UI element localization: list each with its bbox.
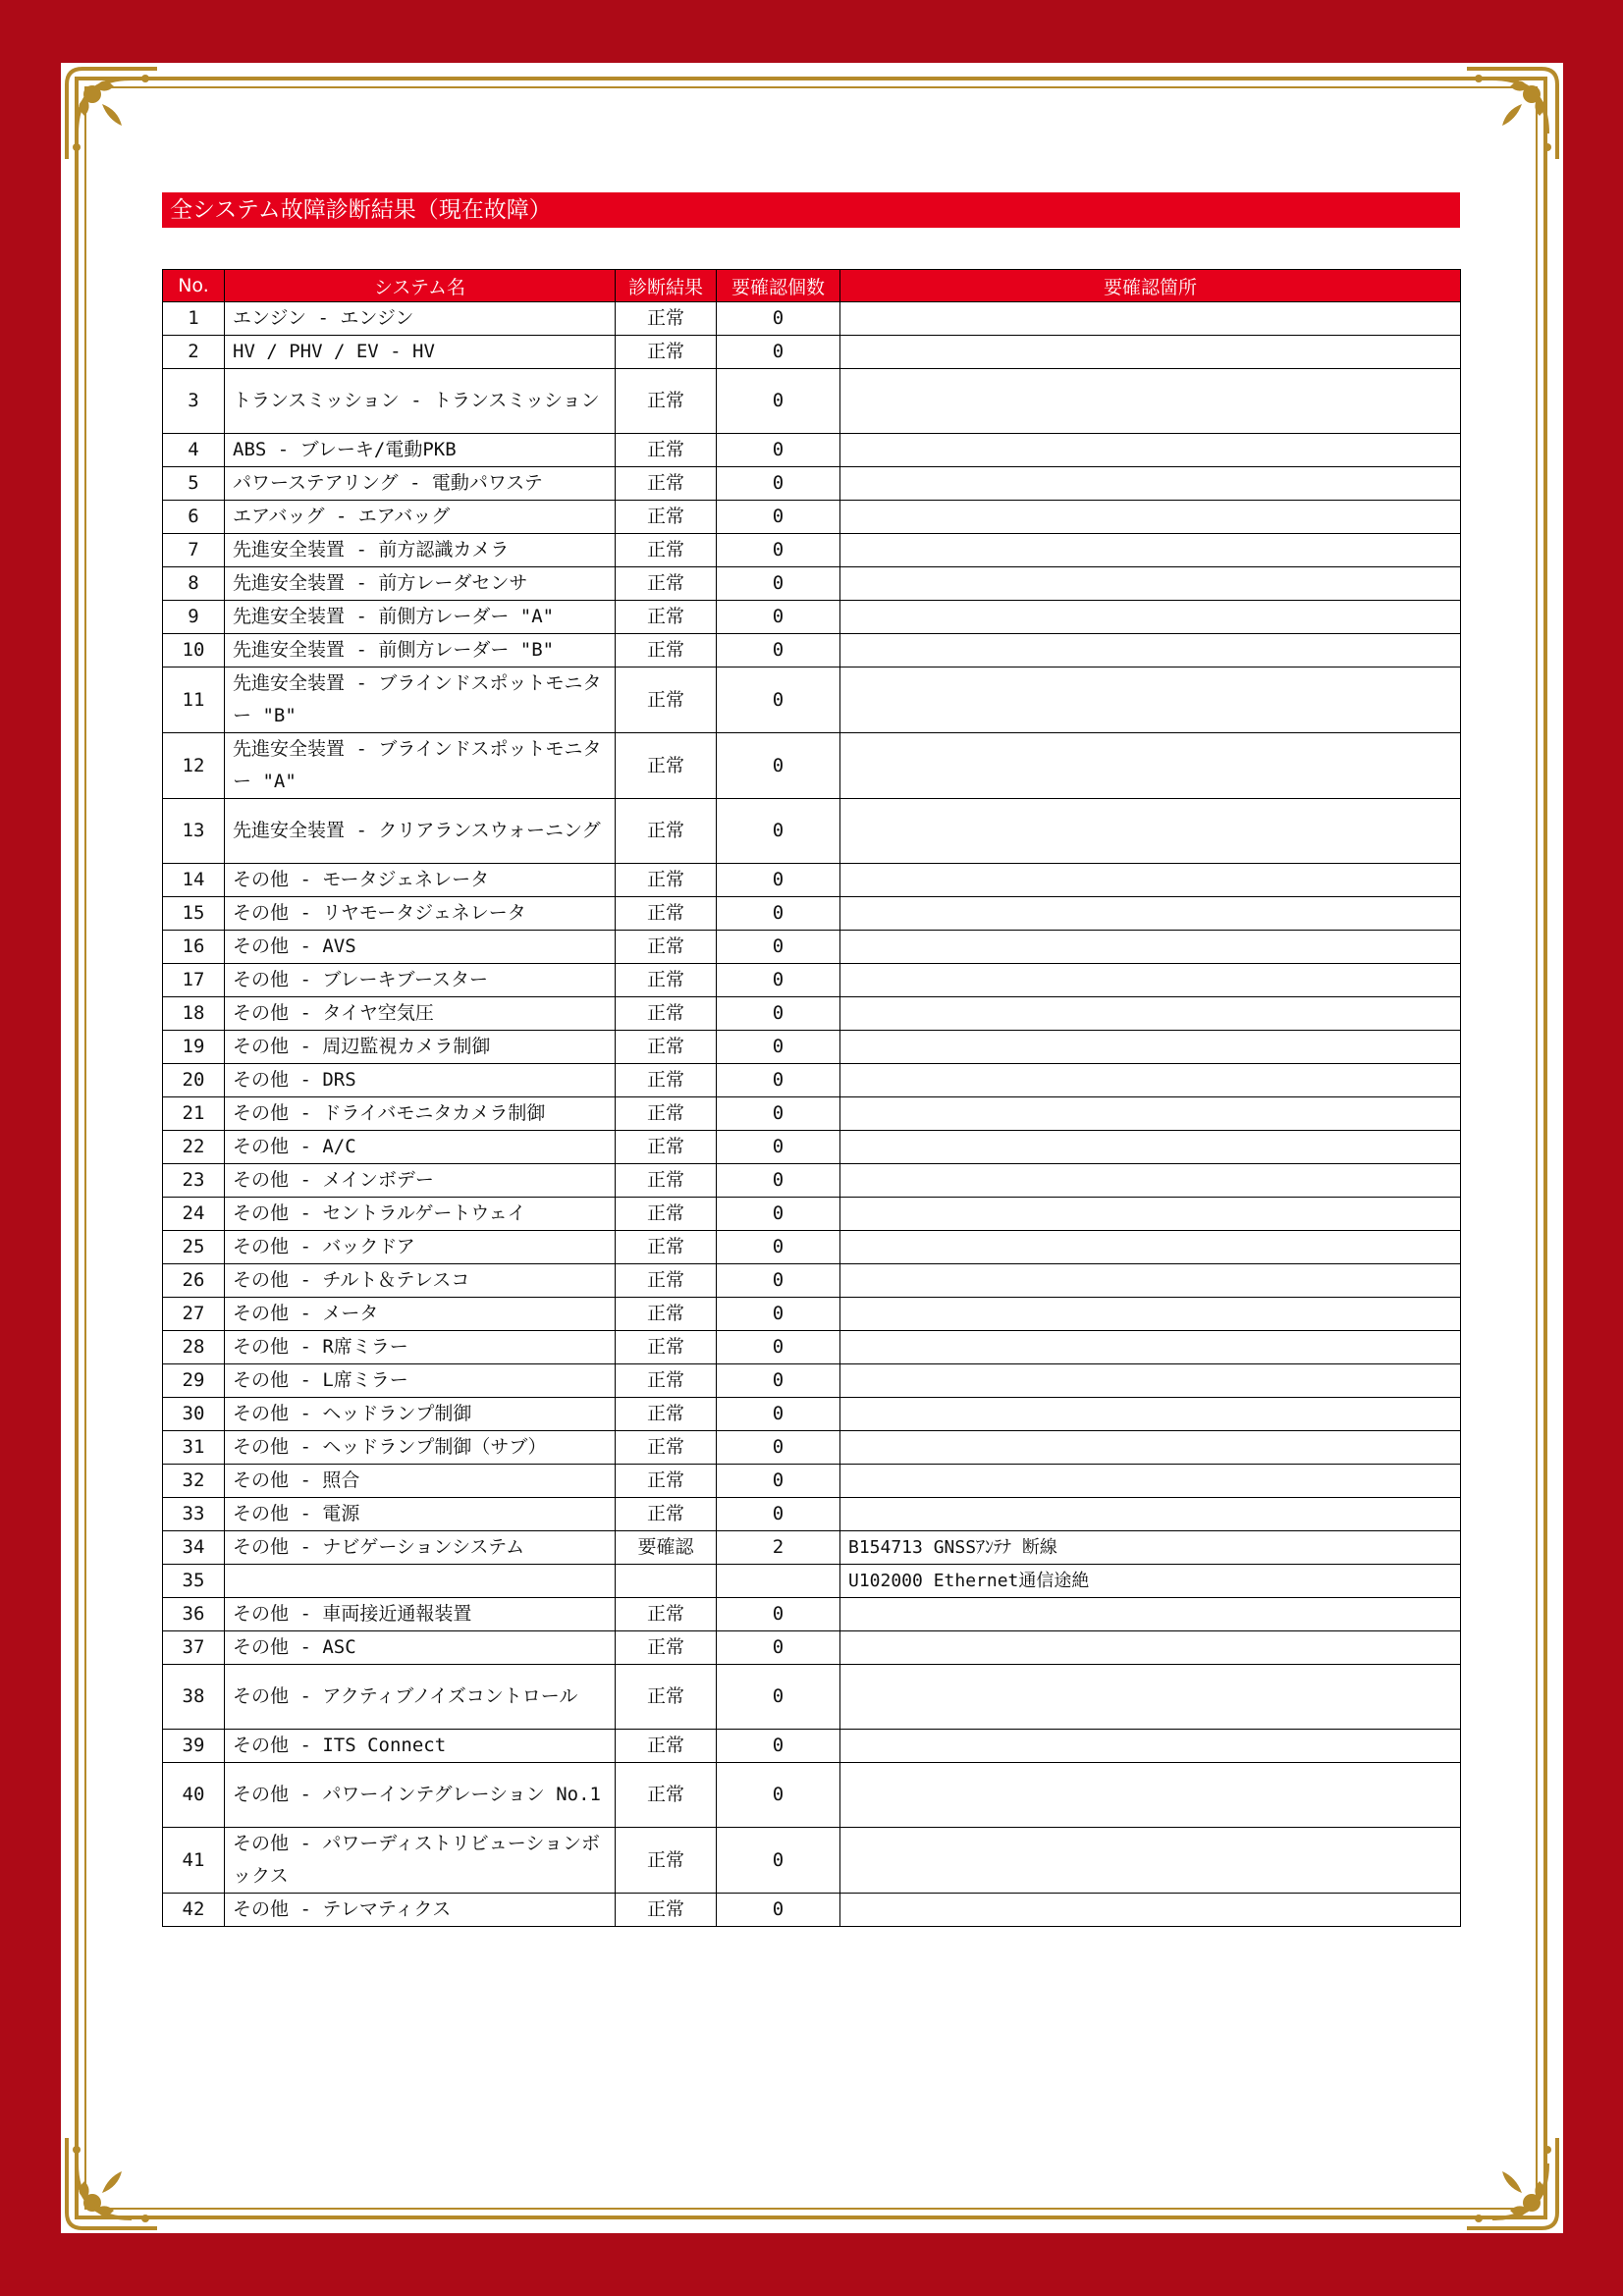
system-name-cell: 先進安全装置 - 前側方レーダー "B"	[225, 634, 616, 667]
location-cell	[840, 897, 1461, 931]
result-cell: 正常	[616, 434, 717, 467]
row-number: 41	[163, 1828, 225, 1894]
system-name-cell: その他 - L席ミラー	[225, 1364, 616, 1398]
system-name-cell: その他 - メインボデー	[225, 1164, 616, 1198]
row-number: 39	[163, 1730, 225, 1763]
table-row	[163, 1828, 1461, 1894]
result-cell: 正常	[616, 1131, 717, 1164]
row-number: 19	[163, 1031, 225, 1064]
row-number: 38	[163, 1665, 225, 1730]
system-name-cell: その他 - パワーインテグレーション No.1	[225, 1763, 616, 1828]
system-name-cell: その他 - アクティブノイズコントロール	[225, 1665, 616, 1730]
location-cell	[840, 1264, 1461, 1298]
row-number: 7	[163, 534, 225, 567]
result-cell: 正常	[616, 1031, 717, 1064]
ornament-corner-icon	[63, 65, 161, 163]
result-cell: 正常	[616, 634, 717, 667]
row-number: 12	[163, 733, 225, 799]
table-row	[163, 467, 1461, 501]
result-cell: 正常	[616, 1231, 717, 1264]
location-cell	[840, 1231, 1461, 1264]
ornament-corner-icon	[1463, 2134, 1561, 2232]
location-cell	[840, 434, 1461, 467]
system-name-cell: その他 - 照合	[225, 1465, 616, 1498]
table-row	[163, 1398, 1461, 1431]
location-cell	[840, 1665, 1461, 1730]
count-cell: 0	[717, 1097, 840, 1131]
system-name-cell: その他 - ドライバモニタカメラ制御	[225, 1097, 616, 1131]
table-row	[163, 667, 1461, 733]
count-cell: 0	[717, 1198, 840, 1231]
count-cell: 0	[717, 931, 840, 964]
result-cell: 正常	[616, 1465, 717, 1498]
location-cell	[840, 567, 1461, 601]
row-number: 32	[163, 1465, 225, 1498]
result-cell: 正常	[616, 1264, 717, 1298]
result-cell: 正常	[616, 1298, 717, 1331]
row-number: 17	[163, 964, 225, 997]
count-cell: 0	[717, 1465, 840, 1498]
ornament-corner-icon	[63, 2134, 161, 2232]
system-name-cell: その他 - R席ミラー	[225, 1331, 616, 1364]
location-cell	[840, 1064, 1461, 1097]
count-cell: 0	[717, 634, 840, 667]
result-cell: 正常	[616, 1064, 717, 1097]
table-row	[163, 1198, 1461, 1231]
result-cell: 正常	[616, 1331, 717, 1364]
system-name-cell: その他 - 電源	[225, 1498, 616, 1531]
system-name-cell: その他 - 周辺監視カメラ制御	[225, 1031, 616, 1064]
header-check-count: 要確認個数	[717, 270, 840, 302]
location-cell	[840, 733, 1461, 799]
table-row	[163, 634, 1461, 667]
result-cell: 正常	[616, 501, 717, 534]
count-cell: 0	[717, 864, 840, 897]
count-cell: 0	[717, 897, 840, 931]
count-cell: 0	[717, 1164, 840, 1198]
system-name-cell: エアバッグ - エアバッグ	[225, 501, 616, 534]
system-name-cell: その他 - ヘッドランプ制御（サブ）	[225, 1431, 616, 1465]
result-cell: 正常	[616, 1598, 717, 1631]
location-cell	[840, 964, 1461, 997]
system-name-cell: その他 - 車両接近通報装置	[225, 1598, 616, 1631]
result-cell: 正常	[616, 302, 717, 336]
table-row	[163, 1131, 1461, 1164]
count-cell: 0	[717, 733, 840, 799]
ornament-corner-icon	[1463, 65, 1561, 163]
count-cell: 0	[717, 336, 840, 369]
system-name-cell: その他 - ASC	[225, 1631, 616, 1665]
system-name-cell: 先進安全装置 - 前方レーダセンサ	[225, 567, 616, 601]
row-number: 13	[163, 799, 225, 864]
result-cell: 正常	[616, 1431, 717, 1465]
table-row	[163, 567, 1461, 601]
count-cell: 2	[717, 1531, 840, 1565]
count-cell: 0	[717, 467, 840, 501]
count-cell: 0	[717, 964, 840, 997]
table-row	[163, 1730, 1461, 1763]
row-number: 2	[163, 336, 225, 369]
row-number: 42	[163, 1894, 225, 1927]
result-cell: 正常	[616, 799, 717, 864]
system-name-cell: その他 - DRS	[225, 1064, 616, 1097]
location-cell	[840, 1131, 1461, 1164]
result-cell: 正常	[616, 1364, 717, 1398]
table-row	[163, 434, 1461, 467]
location-cell	[840, 1465, 1461, 1498]
table-row	[163, 931, 1461, 964]
table-row	[163, 1763, 1461, 1828]
system-name-cell: その他 - メータ	[225, 1298, 616, 1331]
location-cell	[840, 1198, 1461, 1231]
table-row	[163, 997, 1461, 1031]
count-cell: 0	[717, 369, 840, 434]
count-cell: 0	[717, 1264, 840, 1298]
location-cell	[840, 1763, 1461, 1828]
row-number: 40	[163, 1763, 225, 1828]
result-cell: 正常	[616, 1398, 717, 1431]
count-cell	[717, 1565, 840, 1598]
row-number: 21	[163, 1097, 225, 1131]
location-cell	[840, 1498, 1461, 1531]
result-cell: 正常	[616, 1730, 717, 1763]
count-cell: 0	[717, 1131, 840, 1164]
table-row	[163, 1665, 1461, 1730]
location-cell	[840, 931, 1461, 964]
result-cell: 正常	[616, 336, 717, 369]
system-name-cell: その他 - ナビゲーションシステム	[225, 1531, 616, 1565]
table-row	[163, 369, 1461, 434]
row-number: 29	[163, 1364, 225, 1398]
row-number: 11	[163, 667, 225, 733]
table-row	[163, 1164, 1461, 1198]
system-name-cell: その他 - テレマティクス	[225, 1894, 616, 1927]
system-name-cell: その他 - モータジェネレータ	[225, 864, 616, 897]
system-name-cell: HV / PHV / EV - HV	[225, 336, 616, 369]
system-name-cell: 先進安全装置 - 前方認識カメラ	[225, 534, 616, 567]
table-row	[163, 534, 1461, 567]
row-number: 16	[163, 931, 225, 964]
result-cell	[616, 1565, 717, 1598]
count-cell: 0	[717, 1364, 840, 1398]
location-cell	[840, 1364, 1461, 1398]
count-cell: 0	[717, 1730, 840, 1763]
location-cell	[840, 1828, 1461, 1894]
system-name-cell: その他 - A/C	[225, 1131, 616, 1164]
result-cell: 正常	[616, 931, 717, 964]
section-title: 全システム故障診断結果（現在故障）	[162, 192, 1460, 228]
count-cell: 0	[717, 1398, 840, 1431]
location-cell	[840, 501, 1461, 534]
count-cell: 0	[717, 601, 840, 634]
result-cell: 正常	[616, 1097, 717, 1131]
system-name-cell: 先進安全装置 - 前側方レーダー "A"	[225, 601, 616, 634]
row-number: 37	[163, 1631, 225, 1665]
count-cell: 0	[717, 799, 840, 864]
location-cell	[840, 1631, 1461, 1665]
count-cell: 0	[717, 1763, 840, 1828]
result-cell: 正常	[616, 864, 717, 897]
row-number: 22	[163, 1131, 225, 1164]
row-number: 27	[163, 1298, 225, 1331]
count-cell: 0	[717, 1064, 840, 1097]
table-row	[163, 897, 1461, 931]
result-cell: 正常	[616, 964, 717, 997]
table-row	[163, 1598, 1461, 1631]
table-row	[163, 1364, 1461, 1398]
location-cell	[840, 997, 1461, 1031]
result-cell: 正常	[616, 534, 717, 567]
row-number: 33	[163, 1498, 225, 1531]
count-cell: 0	[717, 1828, 840, 1894]
table-header-row	[163, 270, 1461, 302]
row-number: 14	[163, 864, 225, 897]
result-cell: 正常	[616, 733, 717, 799]
result-cell: 正常	[616, 1894, 717, 1927]
location-cell	[840, 864, 1461, 897]
header-result: 診断結果	[616, 270, 717, 302]
table-row	[163, 1631, 1461, 1665]
location-cell	[840, 1031, 1461, 1064]
table-row	[163, 1097, 1461, 1131]
result-cell: 正常	[616, 1164, 717, 1198]
location-cell	[840, 1730, 1461, 1763]
table-row	[163, 1064, 1461, 1097]
row-number: 8	[163, 567, 225, 601]
count-cell: 0	[717, 1631, 840, 1665]
system-name-cell: パワーステアリング - 電動パワステ	[225, 467, 616, 501]
system-name-cell: その他 - ヘッドランプ制御	[225, 1398, 616, 1431]
header-no: No.	[163, 270, 225, 302]
location-cell	[840, 1431, 1461, 1465]
result-cell: 正常	[616, 601, 717, 634]
system-name-cell: 先進安全装置 - ブラインドスポットモニター "B"	[225, 667, 616, 733]
table-row	[163, 601, 1461, 634]
system-name-cell: その他 - AVS	[225, 931, 616, 964]
location-cell	[840, 1097, 1461, 1131]
result-cell: 正常	[616, 997, 717, 1031]
table-row	[163, 1298, 1461, 1331]
location-cell	[840, 1164, 1461, 1198]
row-number: 10	[163, 634, 225, 667]
system-name-cell: ABS - ブレーキ/電動PKB	[225, 434, 616, 467]
count-cell: 0	[717, 534, 840, 567]
system-name-cell: トランスミッション - トランスミッション	[225, 369, 616, 434]
count-cell: 0	[717, 1665, 840, 1730]
table-row	[163, 501, 1461, 534]
system-name-cell: その他 - タイヤ空気圧	[225, 997, 616, 1031]
result-cell: 正常	[616, 1763, 717, 1828]
table-row	[163, 864, 1461, 897]
count-cell: 0	[717, 501, 840, 534]
table-row	[163, 964, 1461, 997]
system-name-cell: エンジン - エンジン	[225, 302, 616, 336]
count-cell: 0	[717, 1894, 840, 1927]
table-row	[163, 733, 1461, 799]
count-cell: 0	[717, 1331, 840, 1364]
table-row	[163, 1498, 1461, 1531]
table-body	[163, 302, 1461, 1927]
row-number: 23	[163, 1164, 225, 1198]
result-cell: 正常	[616, 1198, 717, 1231]
location-cell	[840, 1331, 1461, 1364]
result-cell: 正常	[616, 1631, 717, 1665]
system-name-cell: その他 - ITS Connect	[225, 1730, 616, 1763]
result-cell: 正常	[616, 1665, 717, 1730]
result-cell: 正常	[616, 567, 717, 601]
count-cell: 0	[717, 302, 840, 336]
table-row	[163, 799, 1461, 864]
table-row	[163, 1031, 1461, 1064]
location-cell	[840, 1598, 1461, 1631]
row-number: 4	[163, 434, 225, 467]
row-number: 20	[163, 1064, 225, 1097]
result-cell: 要確認	[616, 1531, 717, 1565]
result-cell: 正常	[616, 369, 717, 434]
count-cell: 0	[717, 434, 840, 467]
row-number: 26	[163, 1264, 225, 1298]
row-number: 3	[163, 369, 225, 434]
table-row	[163, 1331, 1461, 1364]
row-number: 35	[163, 1565, 225, 1598]
location-cell: B154713 GNSSｱﾝﾃﾅ 断線	[840, 1531, 1461, 1565]
system-name-cell: その他 - リヤモータジェネレータ	[225, 897, 616, 931]
result-cell: 正常	[616, 897, 717, 931]
count-cell: 0	[717, 1031, 840, 1064]
location-cell	[840, 1894, 1461, 1927]
result-cell: 正常	[616, 467, 717, 501]
table-row	[163, 1565, 1461, 1598]
location-cell	[840, 369, 1461, 434]
row-number: 6	[163, 501, 225, 534]
table-row	[163, 1431, 1461, 1465]
table-row	[163, 1231, 1461, 1264]
location-cell	[840, 1298, 1461, 1331]
diagnosis-table	[162, 269, 1461, 1927]
row-number: 28	[163, 1331, 225, 1364]
location-cell	[840, 336, 1461, 369]
row-number: 31	[163, 1431, 225, 1465]
row-number: 25	[163, 1231, 225, 1264]
count-cell: 0	[717, 1231, 840, 1264]
count-cell: 0	[717, 567, 840, 601]
location-cell: U102000 Ethernet通信途絶	[840, 1565, 1461, 1598]
table-row	[163, 1894, 1461, 1927]
header-check-location: 要確認箇所	[840, 270, 1461, 302]
location-cell	[840, 601, 1461, 634]
count-cell: 0	[717, 1598, 840, 1631]
row-number: 9	[163, 601, 225, 634]
location-cell	[840, 634, 1461, 667]
row-number: 30	[163, 1398, 225, 1431]
location-cell	[840, 799, 1461, 864]
location-cell	[840, 667, 1461, 733]
row-number: 1	[163, 302, 225, 336]
system-name-cell: その他 - バックドア	[225, 1231, 616, 1264]
table-row	[163, 302, 1461, 336]
table-row	[163, 1465, 1461, 1498]
system-name-cell	[225, 1565, 616, 1598]
system-name-cell: その他 - パワーディストリビューションボックス	[225, 1828, 616, 1894]
table-row	[163, 1264, 1461, 1298]
system-name-cell: その他 - チルト＆テレスコ	[225, 1264, 616, 1298]
count-cell: 0	[717, 667, 840, 733]
row-number: 24	[163, 1198, 225, 1231]
header-system-name: システム名	[225, 270, 616, 302]
location-cell	[840, 467, 1461, 501]
system-name-cell: 先進安全装置 - クリアランスウォーニング	[225, 799, 616, 864]
table-row	[163, 336, 1461, 369]
count-cell: 0	[717, 1498, 840, 1531]
result-cell: 正常	[616, 1498, 717, 1531]
table-row	[163, 1531, 1461, 1565]
system-name-cell: その他 - ブレーキブースター	[225, 964, 616, 997]
count-cell: 0	[717, 997, 840, 1031]
result-cell: 正常	[616, 1828, 717, 1894]
count-cell: 0	[717, 1431, 840, 1465]
row-number: 18	[163, 997, 225, 1031]
row-number: 15	[163, 897, 225, 931]
system-name-cell: その他 - セントラルゲートウェイ	[225, 1198, 616, 1231]
row-number: 5	[163, 467, 225, 501]
count-cell: 0	[717, 1298, 840, 1331]
system-name-cell: 先進安全装置 - ブラインドスポットモニター "A"	[225, 733, 616, 799]
row-number: 36	[163, 1598, 225, 1631]
row-number: 34	[163, 1531, 225, 1565]
location-cell	[840, 1398, 1461, 1431]
result-cell: 正常	[616, 667, 717, 733]
location-cell	[840, 302, 1461, 336]
location-cell	[840, 534, 1461, 567]
